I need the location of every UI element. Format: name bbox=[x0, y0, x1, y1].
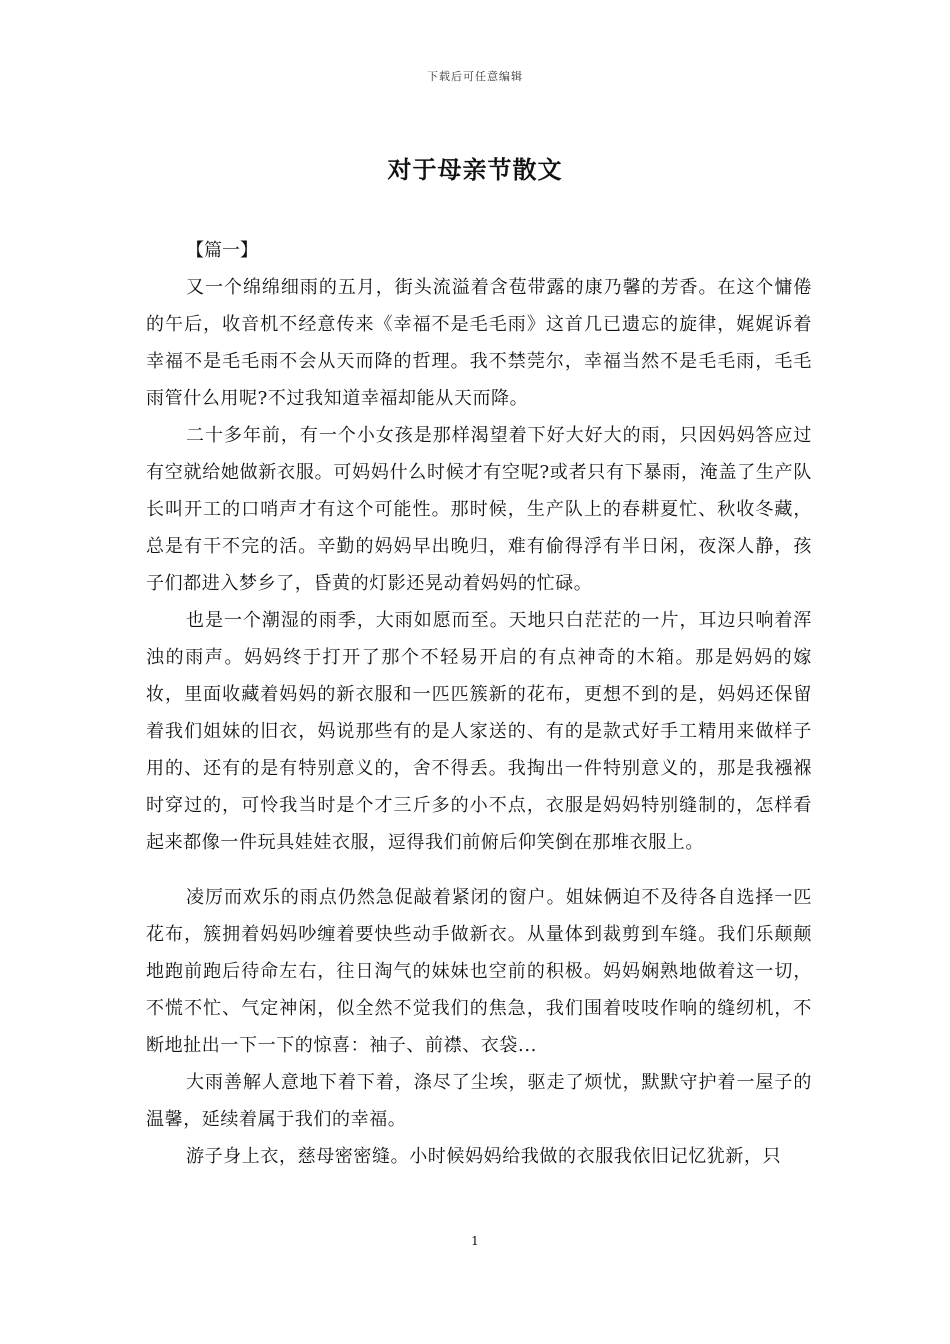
paragraph-5: 大雨善解人意地下着下着，涤尽了尘埃，驱走了烦忧，默默守护着一屋子的温馨，延续着属于我们的幸福。 bbox=[146, 1072, 812, 1130]
paragraph-1: 又一个绵绵细雨的五月，街头流溢着含苞带露的康乃馨的芳香。在这个慵倦的午后，收音机不经意传来《幸福不是毛毛雨》这首几已遗忘的旋律，娓娓诉着幸福不是毛毛雨不会从天而降的哲理。我不禁莞尔，幸福当然不是毛毛雨，毛毛雨管什么用呢?不过我知道幸福却能从天而降。 bbox=[146, 277, 812, 409]
paragraph-4: 凌厉而欢乐的雨点仍然急促敲着紧闭的窗户。姐妹俩迫不及待各自选择一匹花布，簇拥着妈妈吵缠着要快些动手做新衣。从量体到裁剪到车缝。我们乐颠颠地跑前跑后待命左右，往日淘气的妹妹也空前的积极。妈妈娴熟地做着这一切，不慌不忙、气定神闲，似全然不觉我们的焦急，我们围着吱吱作响的缝纫机，不断地扯出一下一下的惊喜：袖子、前襟、衣袋... bbox=[146, 887, 812, 1056]
document-body bbox=[146, 232, 812, 1175]
document-title: 对于母亲节散文 bbox=[387, 155, 563, 184]
paragraph-3: 也是一个潮湿的雨季，大雨如愿而至。天地只白茫茫的一片，耳边只响着浑浊的雨声。妈妈终于打开了那个不轻易开启的有点神奇的木箱。那是妈妈的嫁妆，里面收藏着妈妈的新衣服和一匹匹簇新的花布，更想不到的是，妈妈还保留着我们姐妹的旧衣，妈说那些有的是人家送的、有的是款式好手工精用来做样子用的、还有的是有特别意义的，舍不得丢。我掏出一件特别意义的，那是我襁褓时穿过的，可怜我当时是个才三斤多的小不点，衣服是妈妈特别缝制的，怎样看起来都像一件玩具娃娃衣服，逗得我们前俯后仰笑倒在那堆衣服上。 bbox=[146, 610, 812, 853]
page-number: 1 bbox=[471, 1234, 479, 1248]
paragraph-2: 二十多年前，有一个小女孩是那样渴望着下好大好大的雨，只因妈妈答应过有空就给她做新衣服。可妈妈什么时候才有空呢?或者只有下暴雨，淹盖了生产队长叫开工的口哨声才有这个可能性。那时候，生产队上的春耕夏忙、秋收冬藏，总是有干不完的活。辛勤的妈妈早出晚归，难有偷得浮有半日闲，夜深人静，孩子们都进入梦乡了，昏黄的灯影还晃动着妈妈的忙碌。 bbox=[146, 425, 812, 594]
header-note: 下载后可任意编辑 bbox=[427, 70, 523, 83]
paragraph-6: 游子身上衣，慈母密密缝。小时候妈妈给我做的衣服我依旧记忆犹新，只 bbox=[186, 1146, 782, 1167]
section-label: 【篇一】 bbox=[186, 240, 258, 261]
paragraph-gap bbox=[146, 861, 812, 879]
